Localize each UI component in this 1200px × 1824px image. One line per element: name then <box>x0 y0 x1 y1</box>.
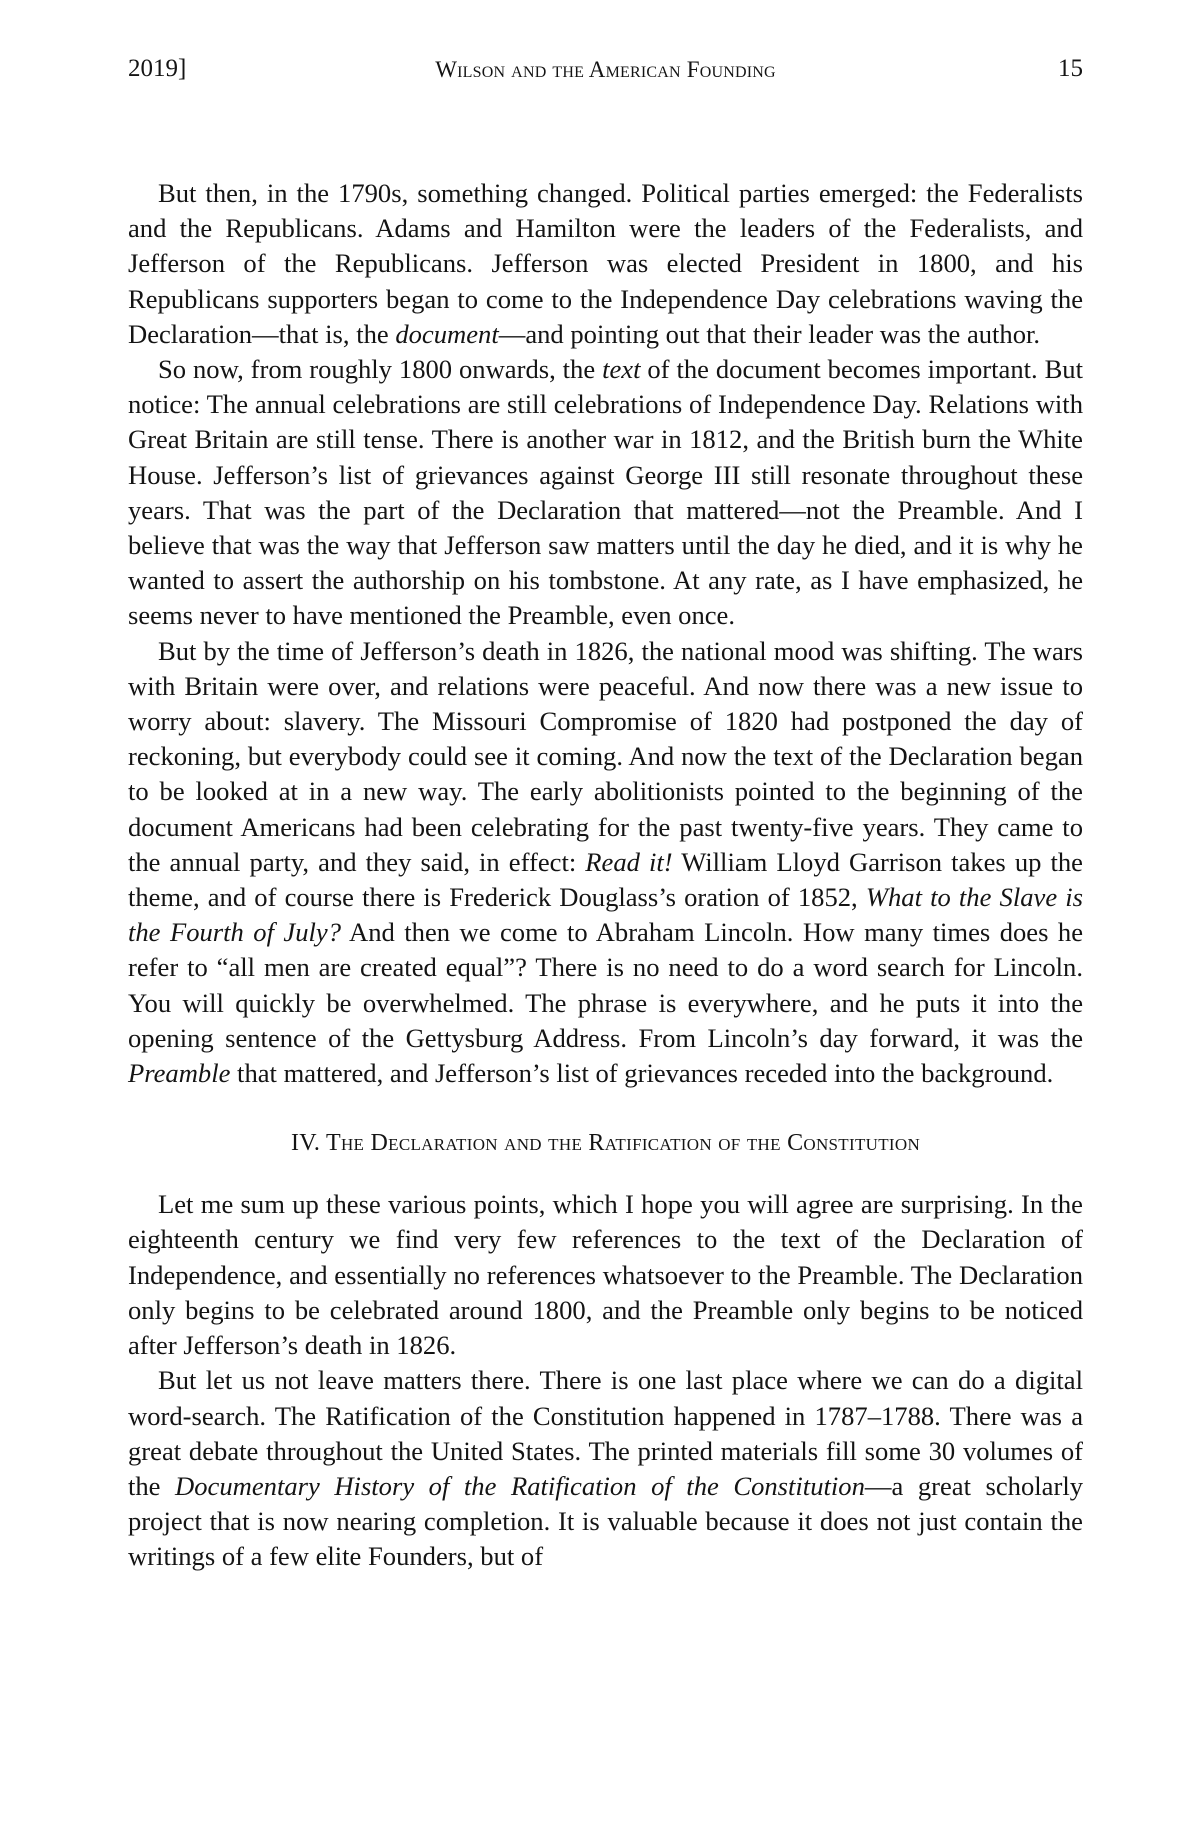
section-heading: IV. The Declaration and the Ratification of the Constitution <box>290 1130 921 1157</box>
text-run: But by the time of Jefferson’s death in 1826, the national mood was shifting. The wars with Britain were over, and relations were peaceful. And now there was a new issue to worry about: slavery. The Missouri Compromise of 1820 had postponed the day of reckoning, but everybody could see it coming. And now the text of the Declaration began to be looked at in a new way. The early abolitionists pointed to the beginning of the document Americans had been celebrating for the past twenty-five years. They came to the annual party, and they said, in effect: <box>128 635 1083 877</box>
running-head-year: 2019] <box>128 55 187 82</box>
paragraph <box>128 176 1083 352</box>
text-run: of the document becomes important. But notice: The annual celebrations are still celebrations of Independence Day. Relations with Great Britain are still tense. There is another war in 1812, and the British burn the White House. Jefferson’s list of grievances against George III still resonate throughout these years. That was the part of the Declaration that mattered—not the Preamble. And I believe that was the way that Jefferson saw matters until the day he died, and it is why he wanted to assert the authorship on his tombstone. At any rate, as I have emphasized, he seems never to have mentioned the Preamble, even once. <box>128 354 1083 631</box>
paragraph <box>128 1187 1083 1363</box>
italic-run: text <box>602 354 641 385</box>
text-run: But let us not leave matters there. There is one last place where we can do a digital word-search. The Ratification of the Constitution happened in 1787–1788. There was a great debate throughout the United States. The printed materials fill some 30 volumes of the <box>128 1365 1083 1501</box>
italic-run: Documentary History of the Ratification of the Constitution <box>175 1470 865 1501</box>
paragraph <box>128 1363 1083 1574</box>
text-run: But then, in the 1790s, something changed. Political parties emerged: the Federalists and the Republicans. Adams and Hamilton were the leaders of the Federalists, and Jefferson of the Republicans. Jefferson was elected President in 1800, and his Republicans supporters began to come to the Independence Day celebrations waving the Declaration—that is, the <box>128 178 1083 349</box>
running-head <box>128 55 1083 95</box>
body-text <box>128 176 1083 1575</box>
page-number: 15 <box>1058 55 1083 82</box>
text-run: And then we come to Abraham Lincoln. How many times does he refer to “all men are created equal”? There is no need to do a word search for Lincoln. You will quickly be overwhelmed. The phrase is everywhere, and he puts it into the opening sentence of the Gettysburg Address. From Lincoln’s day forward, it was the <box>128 917 1083 1053</box>
italic-run: What to the Slave is the Fourth of July? <box>128 882 1083 948</box>
paragraph <box>128 634 1083 1092</box>
text-run: —a great scholarly project that is now nearing completion. It is valuable because it does not just contain the writings of a few elite Founders, but of <box>128 1470 1084 1572</box>
text-run: that mattered, and Jefferson’s list of grievances receded into the background. <box>230 1058 1054 1089</box>
italic-run: document <box>395 318 499 349</box>
text-run: So now, from roughly 1800 onwards, the <box>158 354 603 385</box>
paragraph <box>128 352 1083 634</box>
text-run: Let me sum up these various points, which I hope you will agree are surprising. In the eighteenth century we find very few references to the text of the Declaration of Independence, and essentially no references whatsoever to the Preamble. The Declaration only begins to be celebrated around 1800, and the Preamble only begins to be noticed after Jefferson’s death in 1826. <box>128 1189 1083 1361</box>
text-run: —and pointing out that their leader was the author. <box>498 318 1041 349</box>
italic-run: Read it! <box>585 846 673 877</box>
running-head-title: Wilson and the American Founding <box>435 57 776 82</box>
text-run: William Lloyd Garrison takes up the theme, and of course there is Frederick Douglass’s oration of 1852, <box>128 846 1083 913</box>
italic-run: Preamble <box>128 1058 231 1089</box>
